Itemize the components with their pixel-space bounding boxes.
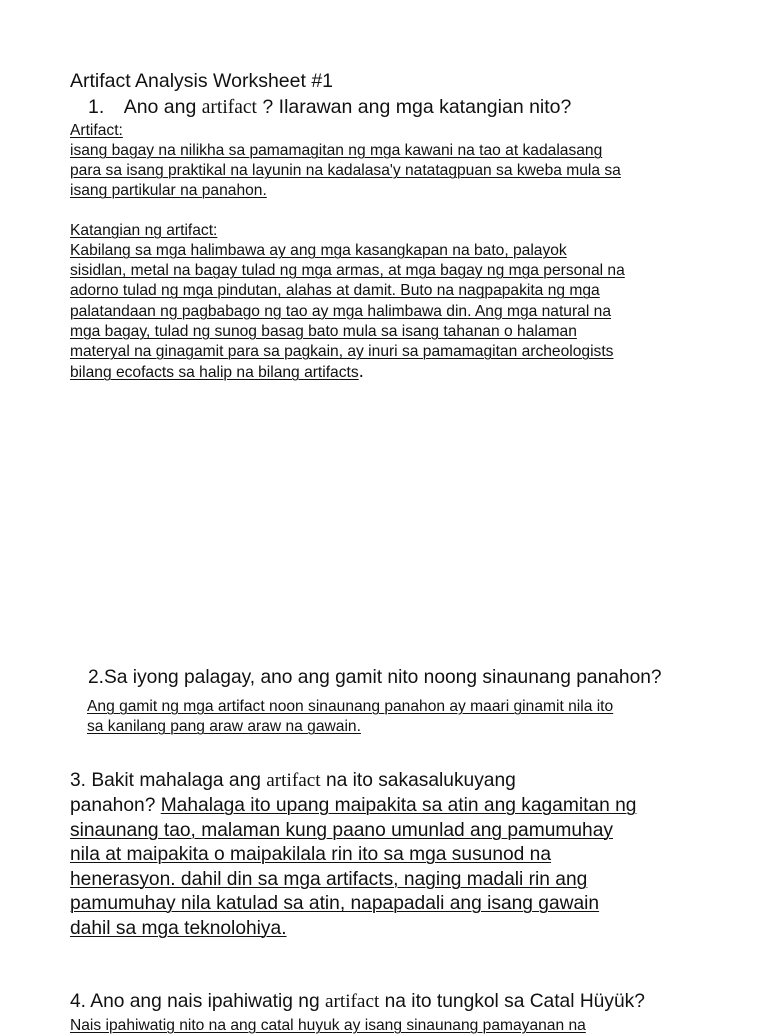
artifact-definition-line: para sa isang praktikal na layunin na kadalasa'y natatagpuan sa kweba mula sa: [70, 162, 621, 180]
question-3-answer-line: dahil sa mga teknolohiya.: [70, 917, 287, 939]
question-2-answer-line: sa kanilang pang araw araw na gawain.: [87, 718, 361, 736]
katangian-line: materyal na ginagamit para sa pagkain, ay inuri sa pamamagitan archeologists: [70, 343, 614, 361]
question-3-answer-line: pamumuhay nila katulad sa atin, napapadali ang isang gawain: [70, 893, 600, 914]
katangian-line: mga bagay, tulad ng sunog basag bato mula sa isang tahanan o halaman: [70, 322, 577, 340]
artifact-label: Artifact:: [70, 122, 123, 139]
question-2-answer-line: Ang gamit ng mga artifact noon sinaunang panahon ay maari ginamit nila ito: [87, 698, 614, 715]
question-4-prefix: 4. Ano ang nais ipahiwatig ng: [70, 991, 325, 1012]
question-3-answer-line: henerasyon. dahil din sa mga artifacts, naging madali rin ang: [70, 868, 588, 890]
katangian-last-line: [70, 362, 625, 383]
katangian-line: bilang ecofacts sa halip na bilang artifacts: [70, 364, 359, 382]
question-2-answer: [87, 697, 613, 737]
question-3-prefix: 3. Bakit mahalaga ang: [70, 770, 267, 791]
question-1-prefix: Ano ang: [123, 96, 202, 118]
question-3-panahon: panahon?: [70, 795, 161, 816]
question-1-number: 1.: [88, 96, 105, 118]
question-4-suffix: na ito tungkol sa Catal Hüyük?: [379, 991, 645, 1012]
question-1: [88, 96, 571, 119]
question-4-answer-partial: Nais ipahiwatig nito na ang catal huyuk ay isang sinaunang pamayanan na: [70, 1017, 586, 1034]
katangian-line: Kabilang sa mga halimbawa ay ang mga kasangkapan na bato, palayok: [70, 242, 567, 259]
question-3-answer-line: sinaunang tao, malaman kung paano umunlad ang pamumuhay: [70, 819, 613, 841]
question-3-keyword: artifact: [266, 770, 321, 791]
question-1-suffix: ? Ilarawan ang mga katangian nito?: [256, 96, 572, 118]
question-3-answer-first-line: [70, 794, 636, 819]
katangian-end-period: .: [358, 361, 364, 383]
artifact-definition-line: isang bagay na nilikha sa pamamagitan ng mga kawani na tao at kadalasang: [70, 142, 603, 159]
artifact-definition: [70, 141, 621, 202]
question-4-keyword: artifact: [324, 991, 380, 1012]
question-3-answer-line: Mahalaga ito upang maipakita sa atin ang kagamitan ng: [160, 795, 637, 816]
question-3: [70, 770, 516, 792]
question-3-suffix: na ito sakasalukuyang: [320, 770, 516, 791]
katangian-label: Katangian ng artifact:: [70, 222, 218, 239]
worksheet-title: Artifact Analysis Worksheet #1: [70, 70, 334, 92]
question-3-answer-line: nila at maipakita o maipakilala rin ito sa mga susunod na: [70, 844, 552, 865]
question-3-answer: [70, 794, 636, 941]
katangian-line: sisidlan, metal na bagay tulad ng mga armas, at mga bagay ng mga personal na: [70, 262, 625, 280]
katangian-line: adorno tulad ng mga pindutan, alahas at damit. Buto na nagpapakita ng mga: [70, 282, 600, 300]
question-2: 2.Sa iyong palagay, ano ang gamit nito noong sinaunang panahon?: [88, 667, 662, 688]
question-1-keyword: artifact: [201, 97, 257, 118]
katangian-text: [70, 241, 625, 383]
question-4: [70, 991, 645, 1013]
katangian-line: palatandaan ng pagbabago ng tao ay mga halimbawa din. Ang mga natural na: [70, 302, 611, 320]
artifact-definition-line: isang partikular na panahon.: [70, 182, 267, 200]
